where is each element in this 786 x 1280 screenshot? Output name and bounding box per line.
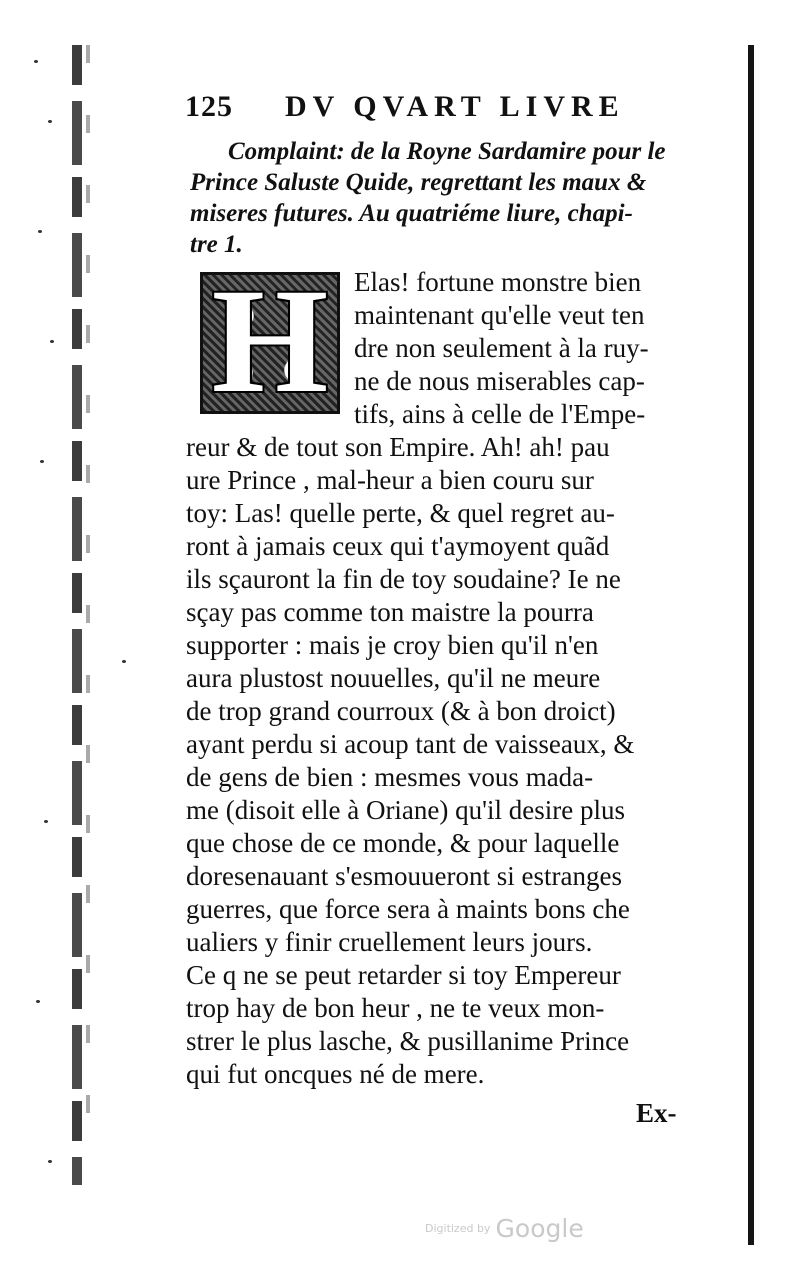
text-line: doresenauant s'esmouueront si estranges	[186, 861, 622, 891]
text-line: que chose de ce monde, & pour laquelle	[186, 828, 620, 858]
text-line: guerres, que force sera à maints bons che	[186, 894, 630, 924]
catchword: Ex-	[636, 1098, 677, 1128]
page-edge-right	[748, 45, 754, 1245]
text-line: reur & de tout son Empire. Ah! ah! pau	[186, 432, 610, 462]
text-line: me (disoit elle à Oriane) qu'il desire plus	[186, 795, 625, 825]
page-header	[185, 90, 725, 130]
text-line: strer le plus lasche, & pusillanime Prince	[186, 1026, 630, 1056]
text-line: ils sçauront la fin de toy soudaine? Ie ne	[186, 564, 621, 594]
heading-line: tre 1.	[190, 231, 243, 258]
text-line: trop hay de bon heur , ne te veux mon-	[186, 993, 605, 1023]
text-line: ure Prince , mal-heur a bien couru sur	[186, 465, 594, 495]
text-line: Ce q ne se peut retarder si toy Empereur	[186, 960, 621, 990]
folio-number: 125	[185, 90, 233, 123]
chapter-heading	[190, 136, 710, 260]
text-line: dre non seulement à la ruy-	[354, 333, 649, 363]
speck	[40, 460, 44, 463]
text-line: ne de nous miserables cap-	[354, 366, 645, 396]
text-line: toy: Las! quelle perte, & quel regret au-	[186, 498, 615, 528]
text-line: ualiers y finir cruellement leurs jours.	[186, 927, 593, 957]
scan-specks	[30, 40, 70, 1200]
text-line: ayant perdu si acoup tant de vaisseaux, &	[186, 729, 635, 759]
speck	[50, 340, 54, 343]
heading-line: miseres futures. Au quatriéme liure, chapi-	[190, 200, 633, 227]
speck	[38, 230, 42, 233]
speck	[48, 1160, 52, 1163]
text-line: Elas! fortune monstre bien	[354, 267, 642, 297]
page-edge-left	[72, 45, 82, 1185]
google-logo: Google	[495, 1214, 584, 1243]
heading-line: Prince Saluste Quide, regrettant les maux &	[190, 169, 647, 196]
text-line: de trop grand courroux (& à bon droict)	[186, 696, 616, 726]
speck	[48, 120, 52, 123]
speck	[122, 660, 126, 663]
text-line: maintenant qu'elle veut ten	[354, 300, 645, 330]
speck	[34, 60, 38, 63]
text-line: aura plustost nouuelles, qu'il ne meure	[186, 663, 601, 693]
watermark-prefix: Digitized by	[425, 1222, 491, 1235]
text-line: qui fut oncques né de mere.	[186, 1059, 485, 1089]
digitized-watermark	[425, 1214, 584, 1243]
speck	[44, 820, 48, 823]
text-line: de gens de bien : mesmes vous mada-	[186, 762, 594, 792]
page-edge-shadow	[86, 45, 90, 1145]
running-title: DV QVART LIVRE	[285, 90, 625, 123]
initial-letter: H	[211, 258, 329, 424]
text-line: tifs, ains à celle de l'Empe-	[354, 399, 646, 429]
text-line: ront à jamais ceux qui t'aymoyent quãd	[186, 531, 610, 561]
speck	[36, 1000, 40, 1003]
heading-line: Complaint: de la Royne Sardamire pour le	[228, 138, 666, 165]
text-line: supporter : mais je croy bien qu'il n'en	[186, 630, 599, 660]
text-line: sçay pas comme ton maistre la pourra	[186, 597, 594, 627]
body-text	[186, 266, 716, 1091]
